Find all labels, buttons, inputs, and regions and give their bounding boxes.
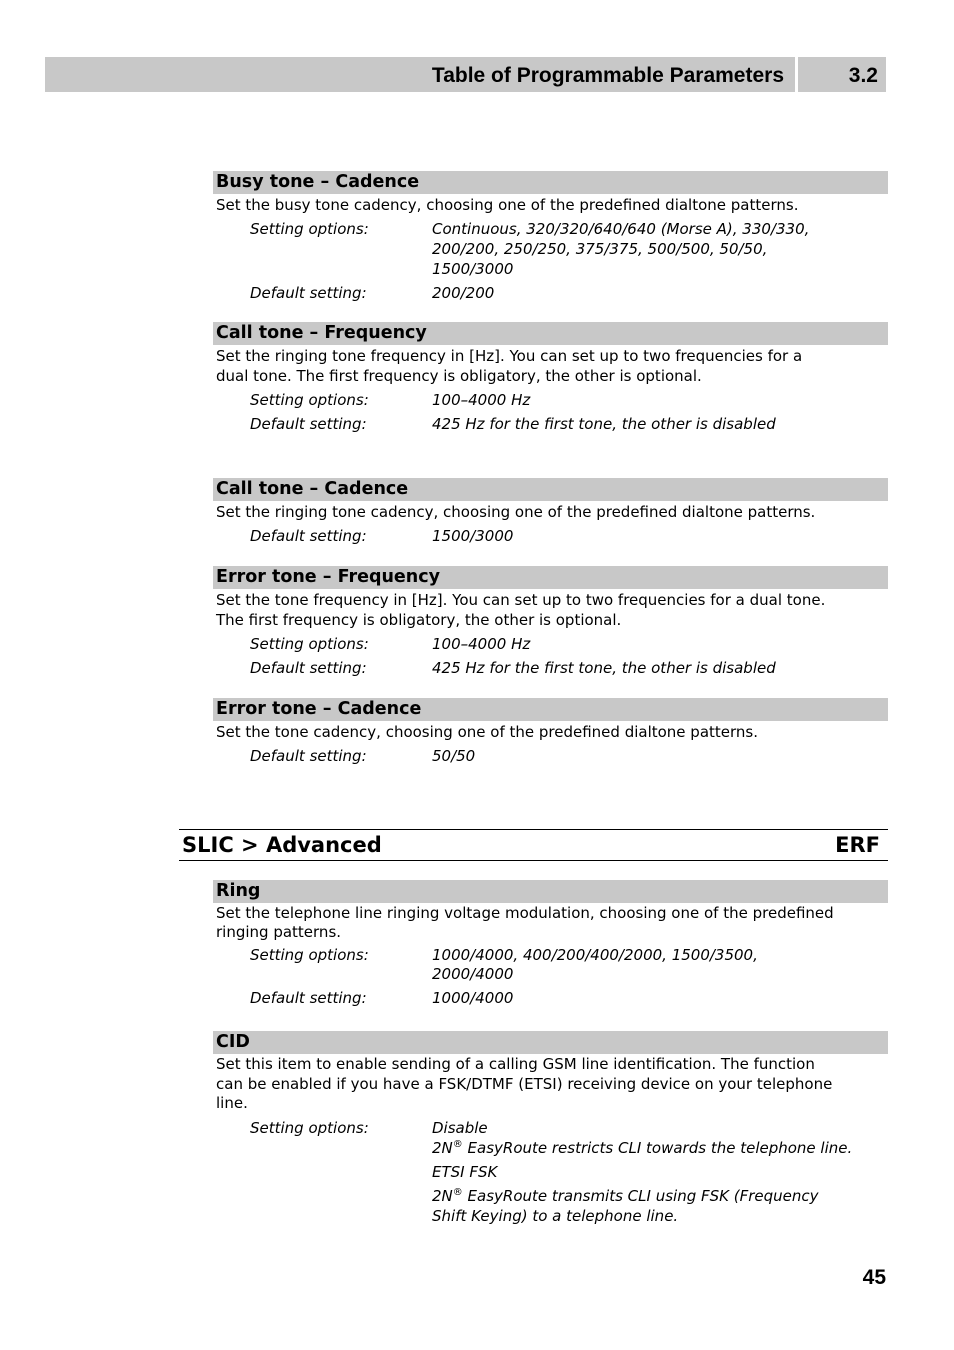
default-setting-value: 425 Hz for the first tone, the other is disabled xyxy=(432,659,776,677)
default-setting-value: 50/50 xyxy=(432,747,476,765)
setting-options-value: 100–4000 Hz xyxy=(432,635,531,653)
setting-options-value xyxy=(432,946,888,984)
section-description xyxy=(213,346,888,386)
page-number: 45 xyxy=(862,1266,886,1289)
desc-line: ringing patterns. xyxy=(216,923,342,941)
value-line: 2000/4000 xyxy=(432,965,514,983)
brand-text: 2N xyxy=(432,1138,453,1157)
desc-line: Set the telephone line ringing voltage modulation, choosing one of the predefined xyxy=(216,904,834,922)
section-title: CID xyxy=(213,1031,888,1054)
option-desc-text: EasyRoute restricts CLI towards the telephone line. xyxy=(462,1138,853,1157)
default-setting-label: Default setting: xyxy=(250,415,367,433)
section-description: Set the busy tone cadency, choosing one of the predefined dialtone patterns. xyxy=(216,196,799,214)
default-setting-row xyxy=(213,414,888,434)
setting-options-label: Setting options: xyxy=(250,220,369,238)
option-etsi-fsk: ETSI FSK xyxy=(432,1162,498,1181)
desc-line: can be enabled if you have a FSK/DTMF (ETSI) receiving device on your telephone xyxy=(216,1074,833,1093)
setting-options-value xyxy=(432,219,888,279)
option-etsi-fsk-desc xyxy=(432,1186,888,1206)
advanced-heading xyxy=(179,829,888,861)
setting-options-row xyxy=(213,1118,888,1226)
default-setting-label: Default setting: xyxy=(250,989,367,1007)
section-title: Call tone – Frequency xyxy=(213,322,888,345)
setting-options-label: Setting options: xyxy=(250,1118,369,1137)
option-desc-text: EasyRoute transmits CLI using FSK (Frequency xyxy=(462,1186,819,1205)
setting-options-value xyxy=(432,1118,888,1226)
section-call-tone-frequency xyxy=(213,322,888,434)
desc-line: The first frequency is obligatory, the other is optional. xyxy=(216,611,622,629)
setting-options-row xyxy=(213,390,888,410)
desc-line: Set the tone frequency in [Hz]. You can set up to two frequencies for a dual tone. xyxy=(216,591,826,609)
section-title: Error tone – Frequency xyxy=(213,566,888,589)
registered-mark: ® xyxy=(452,1186,463,1198)
value-line: 200/200, 250/250, 375/375, 500/500, 50/50, xyxy=(432,240,768,258)
section-error-tone-cadence xyxy=(213,698,888,766)
setting-options-label: Setting options: xyxy=(250,635,369,653)
setting-options-label: Setting options: xyxy=(250,946,369,964)
section-description xyxy=(213,904,888,942)
desc-line: Set the ringing tone frequency in [Hz]. You can set up to two frequencies for a xyxy=(216,347,803,365)
option-disable-desc xyxy=(432,1138,888,1158)
default-setting-label: Default setting: xyxy=(250,747,367,765)
setting-options-row xyxy=(213,634,888,654)
default-setting-row xyxy=(213,526,888,546)
advanced-tag: ERF xyxy=(835,833,880,857)
setting-options-value: 100–4000 Hz xyxy=(432,391,531,409)
brand-text: 2N xyxy=(432,1186,453,1205)
section-cid xyxy=(213,1031,888,1226)
default-setting-row xyxy=(213,746,888,766)
default-setting-label: Default setting: xyxy=(250,284,367,302)
default-setting-value: 200/200 xyxy=(432,284,495,302)
desc-line: line. xyxy=(216,1094,248,1112)
header-title: Table of Programmable Parameters xyxy=(45,57,795,92)
default-setting-label: Default setting: xyxy=(250,527,367,545)
section-title: Call tone – Cadence xyxy=(213,478,888,501)
option-etsi-fsk-desc-cont: Shift Keying) to a telephone line. xyxy=(432,1206,679,1225)
section-busy-tone-cadence xyxy=(213,171,888,303)
default-setting-label: Default setting: xyxy=(250,659,367,677)
advanced-title: SLIC > Advanced xyxy=(182,833,382,857)
section-description xyxy=(213,1055,888,1114)
setting-options-row xyxy=(213,946,888,984)
value-line: 1500/3000 xyxy=(432,260,514,278)
registered-mark: ® xyxy=(452,1138,463,1150)
default-setting-value: 425 Hz for the first tone, the other is disabled xyxy=(432,415,776,433)
section-description xyxy=(213,590,888,630)
section-call-tone-cadence xyxy=(213,478,888,546)
header-section-number: 3.2 xyxy=(798,57,886,92)
page-header xyxy=(45,57,886,92)
setting-options-row xyxy=(213,219,888,279)
section-description: Set the tone cadency, choosing one of the predefined dialtone patterns. xyxy=(216,723,758,741)
value-line: 1000/4000, 400/200/400/2000, 1500/3500, xyxy=(432,946,758,964)
value-line: Continuous, 320/320/640/640 (Morse A), 330/330, xyxy=(432,220,810,238)
section-ring xyxy=(213,880,888,1008)
default-setting-row xyxy=(213,658,888,678)
default-setting-value: 1500/3000 xyxy=(432,527,514,545)
default-setting-value: 1000/4000 xyxy=(432,989,514,1007)
section-description: Set the ringing tone cadency, choosing one of the predefined dialtone patterns. xyxy=(216,503,816,521)
desc-line: dual tone. The first frequency is obligatory, the other is optional. xyxy=(216,367,702,385)
desc-line: Set this item to enable sending of a calling GSM line identification. The function xyxy=(216,1055,815,1073)
option-disable: Disable xyxy=(432,1118,488,1137)
section-title: Error tone – Cadence xyxy=(213,698,888,721)
default-setting-row xyxy=(213,988,888,1008)
section-title: Ring xyxy=(213,880,888,903)
setting-options-label: Setting options: xyxy=(250,391,369,409)
section-title: Busy tone – Cadence xyxy=(213,171,888,194)
section-error-tone-frequency xyxy=(213,566,888,678)
default-setting-row xyxy=(213,283,888,303)
